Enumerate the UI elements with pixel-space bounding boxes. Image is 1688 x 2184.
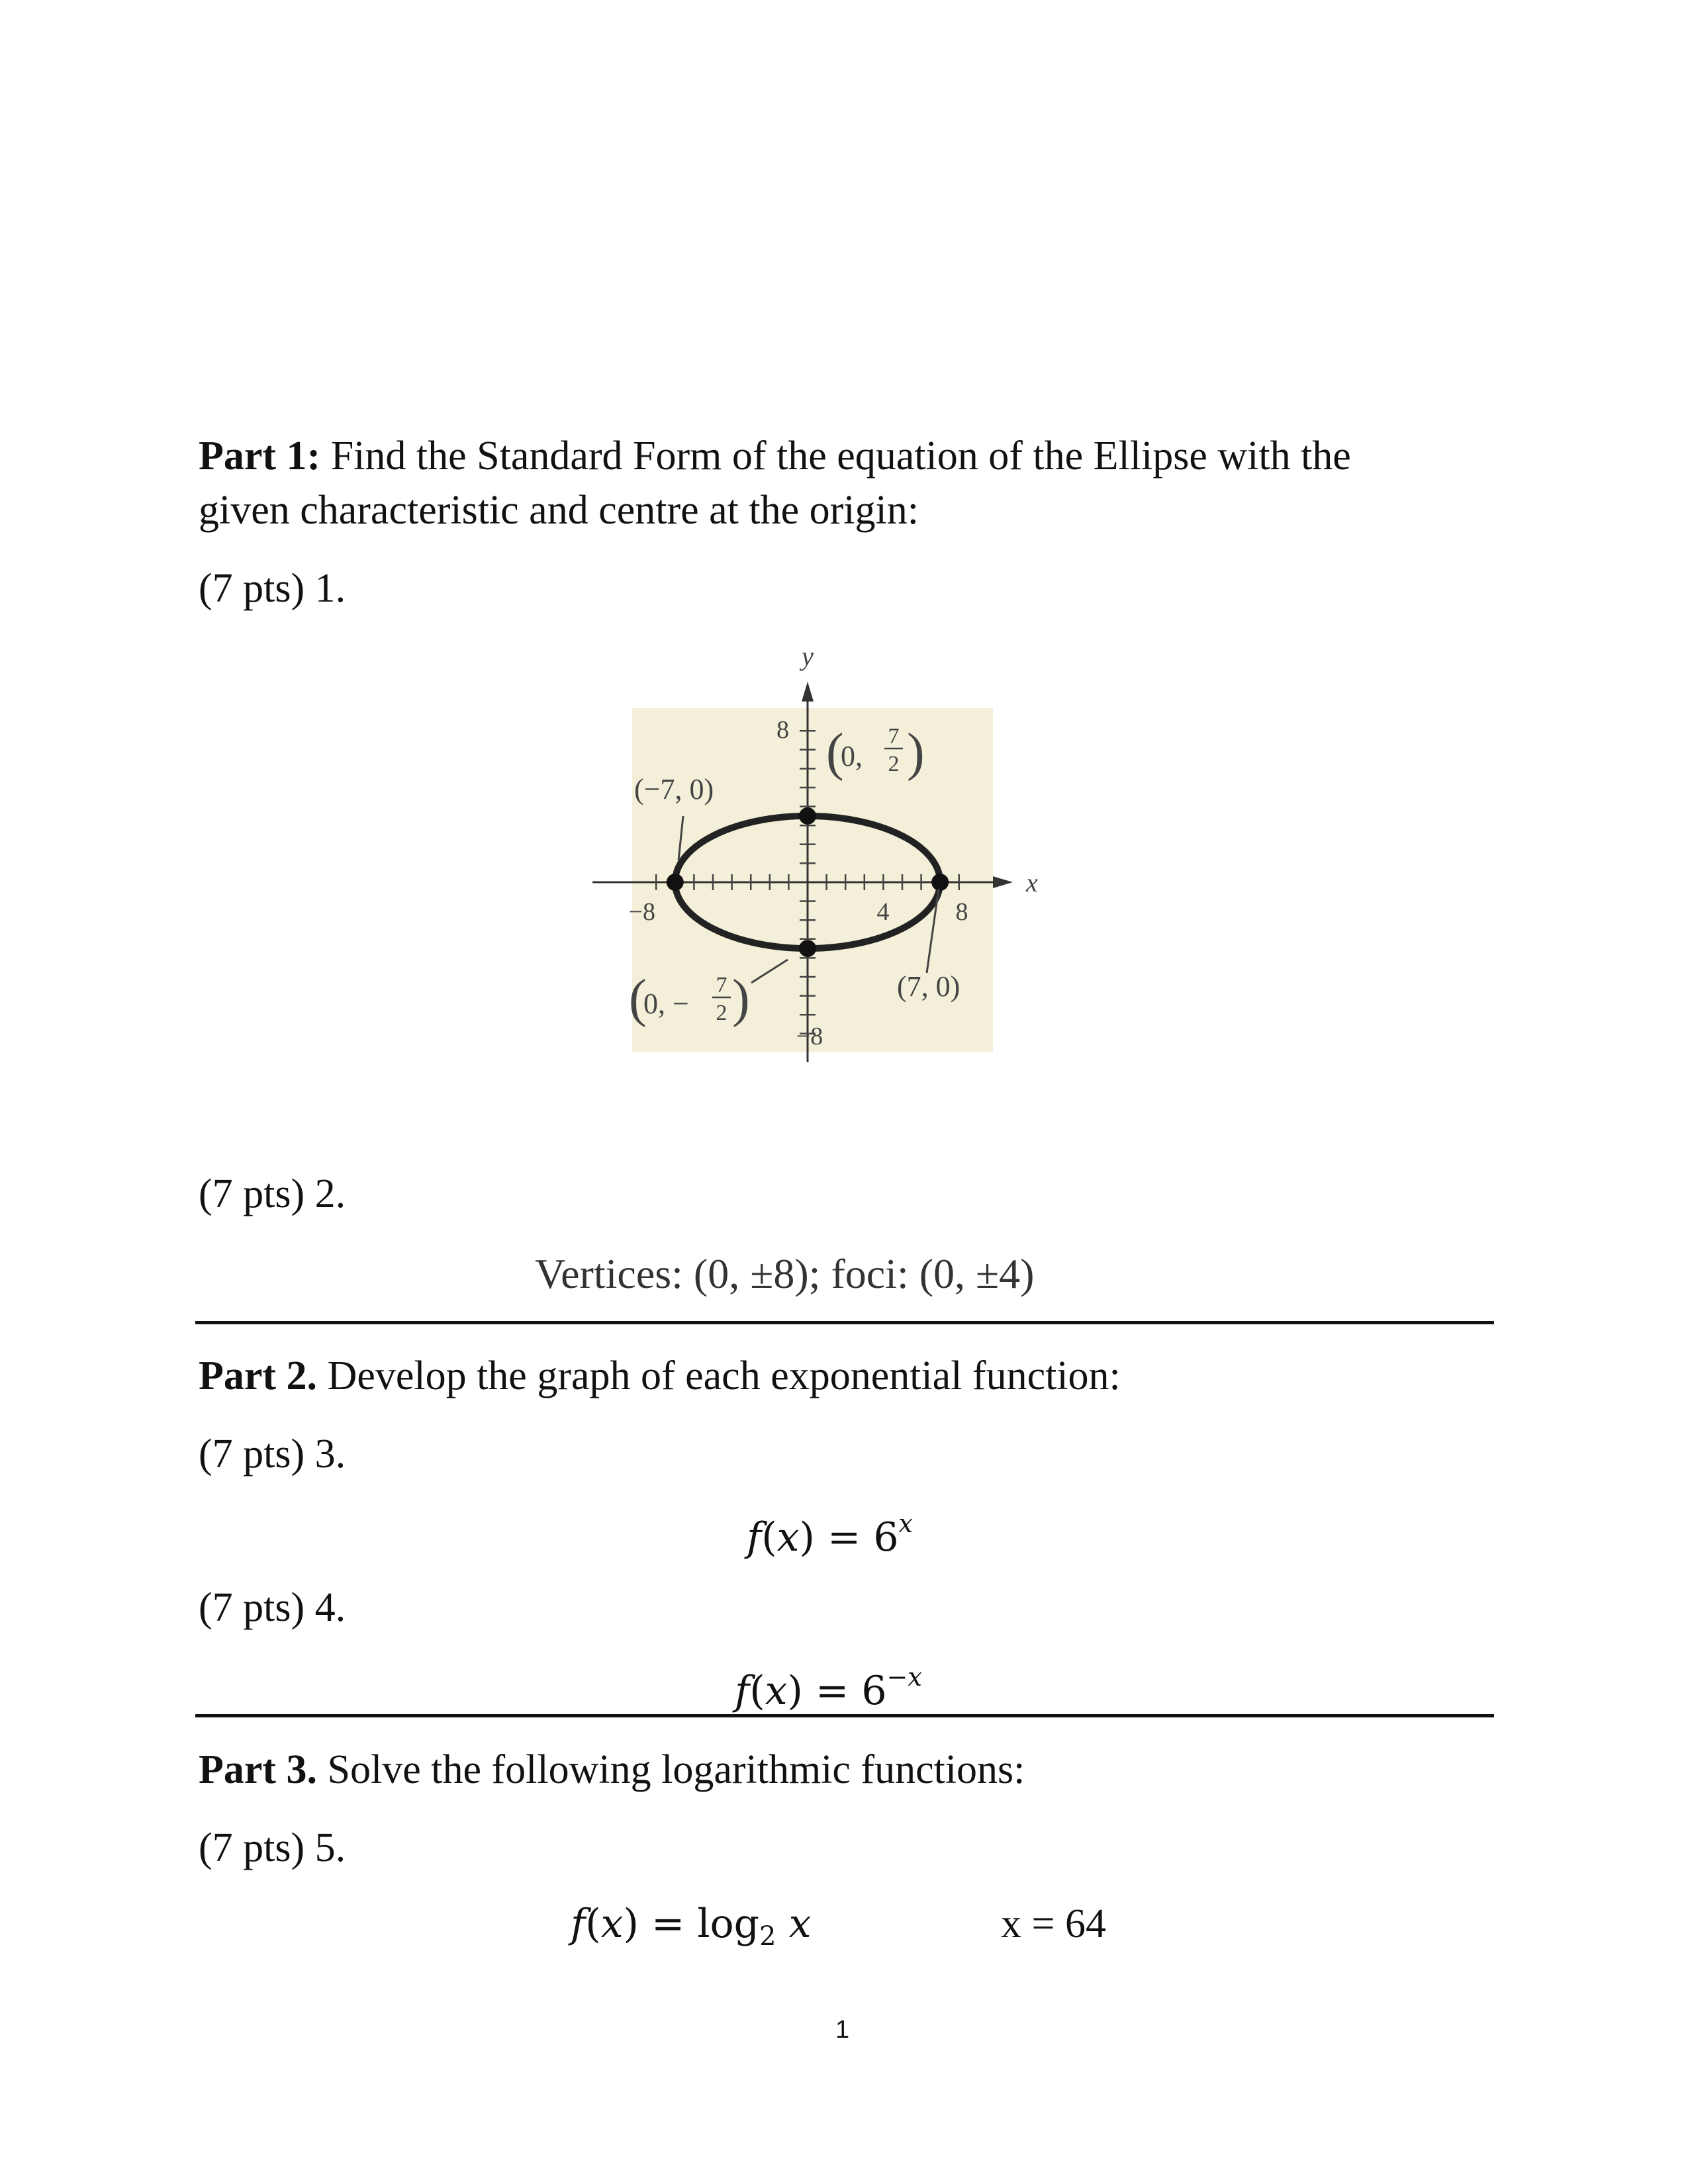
q4-function: $f(x) = 6^{-x}$ xyxy=(735,1662,922,1714)
q5-label: (7 pts) 5. xyxy=(199,1825,346,1870)
q5-log: log xyxy=(697,1901,760,1947)
q3-base: 6 xyxy=(873,1514,899,1561)
ellipse-point-1 xyxy=(931,874,949,891)
tick-label-y-neg8: −8 xyxy=(796,1023,823,1050)
ellipse-point-3 xyxy=(799,940,816,957)
top-point-den: 2 xyxy=(888,752,900,776)
part2-heading: Part 2. xyxy=(199,1353,318,1398)
q4-func-name: f xyxy=(735,1668,750,1714)
ellipse-point-2 xyxy=(799,807,816,825)
part1-text-line1: Find the Standard Form of the equation of the Ellipse with the xyxy=(330,433,1351,478)
y-axis-arrow-icon xyxy=(802,682,814,702)
page-number: 1 xyxy=(835,2016,850,2044)
tick-label-x-neg8: −8 xyxy=(628,898,655,926)
svg-text:(: ( xyxy=(629,970,647,1028)
q4-var: x xyxy=(765,1668,788,1714)
q3-label: (7 pts) 3. xyxy=(199,1432,346,1477)
bottom-point-den: 2 xyxy=(716,1001,727,1025)
tick-label-x8: 8 xyxy=(955,898,968,926)
x-axis-label: x xyxy=(1026,868,1038,897)
q5-function: $f(x) = \log_2 x$ xyxy=(571,1901,812,1952)
label-left-vertex: (−7, 0) xyxy=(634,773,714,805)
part1-heading: Part 1: xyxy=(199,433,321,478)
q3-exponent: x xyxy=(898,1509,913,1538)
divider-2 xyxy=(195,1714,1494,1717)
q4-exponent: −x xyxy=(886,1662,922,1692)
q5-var: x xyxy=(600,1901,624,1947)
ellipse-graph xyxy=(569,645,1086,1075)
top-point-num: 7 xyxy=(888,724,900,749)
part1-heading-line xyxy=(199,435,1351,477)
part3-heading: Part 3. xyxy=(199,1747,318,1792)
part2-heading-line xyxy=(199,1355,1121,1396)
y-axis-label: y xyxy=(802,645,814,671)
q1-label: (7 pts) 1. xyxy=(199,566,346,611)
part1-text-line2: given characteristic and centre at the origin: xyxy=(199,488,919,533)
x-axis-arrow-icon xyxy=(993,876,1013,888)
svg-text:): ) xyxy=(907,723,925,782)
q5-log-base: 2 xyxy=(759,1921,776,1952)
q4-base: 6 xyxy=(861,1668,887,1714)
tick-label-x4: 4 xyxy=(876,898,890,926)
svg-text:): ) xyxy=(732,970,750,1028)
bottom-point-num: 7 xyxy=(716,973,727,997)
q2-statement: Vertices: (0, ±8); foci: (0, ±4) xyxy=(535,1250,1035,1297)
q4-label: (7 pts) 4. xyxy=(199,1585,346,1630)
bottom-point-prefix: 0, − xyxy=(643,987,689,1020)
q3-func-name: f xyxy=(747,1514,762,1561)
q2-label: (7 pts) 2. xyxy=(199,1171,346,1216)
tick-label-y8: 8 xyxy=(776,716,789,744)
ellipse-point-0 xyxy=(667,874,684,891)
q5-log-arg: x xyxy=(788,1901,812,1947)
label-right-vertex: (7, 0) xyxy=(897,970,961,1003)
part3-heading-line xyxy=(199,1749,1025,1790)
q3-var: x xyxy=(776,1514,800,1561)
q5-condition: x = 64 xyxy=(1001,1901,1106,1946)
svg-text:(: ( xyxy=(826,723,844,782)
top-point-prefix: 0, xyxy=(841,740,863,772)
part3-text: Solve the following logarithmic functions: xyxy=(327,1747,1025,1792)
q3-function: $f(x) = 6^x$ xyxy=(747,1509,913,1561)
divider-1 xyxy=(195,1321,1494,1324)
q5-func-name: f xyxy=(571,1901,586,1947)
part2-text: Develop the graph of each exponential function: xyxy=(327,1353,1121,1398)
